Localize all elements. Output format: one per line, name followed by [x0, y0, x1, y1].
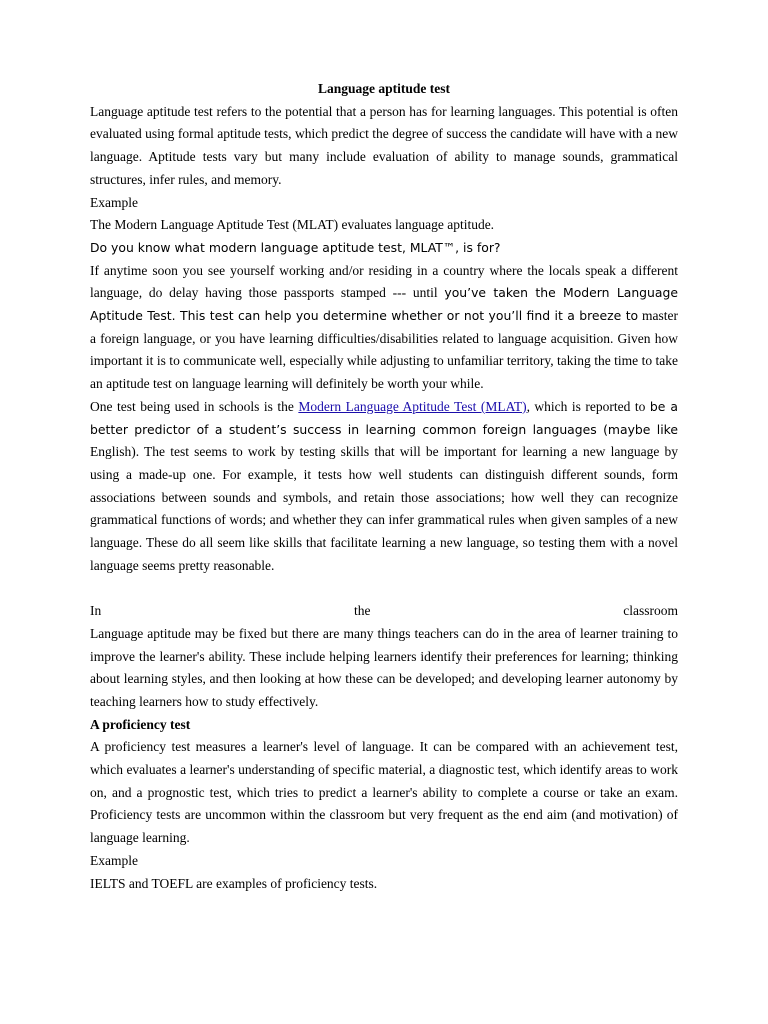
mlat-link[interactable]: Modern Language Aptitude Test (MLAT) — [298, 398, 527, 414]
document-title: Language aptitude test — [317, 81, 450, 96]
paragraph-learner-training: Language aptitude may be fixed but there are many things teachers can do in the area of learner training to improve the learner's ability. These include helping learners identify their preferences for learning; thinking about learning styles, and then looking at how these can be developed; and developing learner autonomy by teaching learners how to study effectively. — [90, 625, 678, 709]
paragraph-schools-part4: English). The test seems to work by testing skills that will be important for learning a new language by using a made-up one. For example, it tests how well students can distinguish different sounds, form associations between sounds and symbols, and retain those associations; how well they can recognize grammatical functions of words; and whether they can infer grammatical rules when given samples of a new language. These do all seem like skills that facilitate learning a new language, so testing them with a novel language seems pretty reasonable. — [90, 444, 678, 573]
paragraph-schools — [90, 396, 678, 578]
classroom-heading-in: In — [90, 603, 102, 619]
paragraph-passports — [90, 260, 678, 396]
example-label: Example — [90, 194, 138, 210]
proficiency-heading: A proficiency test — [90, 716, 191, 732]
example-label-2: Example — [90, 852, 138, 868]
paragraph-schools-part3: be a better predictor of a student’s success in learning common foreign languages (maybe like — [90, 398, 678, 437]
paragraph-ielts-toefl: IELTS and TOEFL are examples of proficiency tests. — [90, 875, 378, 891]
paragraph-schools-part2: , which is reported to — [526, 398, 650, 414]
paragraph-passports-part2: you’ve taken the Modern Language Aptitude Test. This test can help you determine whether or not you’ll find it a breeze to — [90, 285, 678, 324]
paragraph-mlat-intro: The Modern Language Aptitude Test (MLAT) evaluates language aptitude. — [90, 217, 495, 233]
paragraph-proficiency: A proficiency test measures a learner's level of language. It can be compared with an achievement test, which evaluates a learner's understanding of specific material, a diagnostic test, which identify areas to work on, and a prognostic test, which tries to predict a learner's ability to complete a course or take an exam. Proficiency tests are uncommon within the classroom but very frequent as the end aim (and motivation) of language learning. — [90, 739, 678, 846]
classroom-heading — [90, 600, 678, 623]
paragraph-schools-part1: One test being used in schools is the — [90, 398, 299, 414]
paragraph-passports-part1: If anytime soon you see yourself working and/or residing in a country where the locals speak a different language, do delay having those passports stamped --- until — [90, 262, 678, 301]
classroom-heading-classroom: classroom — [623, 603, 678, 619]
paragraph-definition: Language aptitude test refers to the potential that a person has for learning languages. This potential is often evaluated using formal aptitude tests, which predict the degree of success the candidate will have with a new language. Aptitude tests vary but many include evaluation of ability to manage sounds, grammatical structures, infer rules, and memory. — [90, 103, 678, 187]
classroom-heading-the: the — [354, 603, 371, 619]
paragraph-passports-part3: master a foreign language, or you have learning difficulties/disabilities related to language acquisition. Given how important it is to communicate well, especially while adjusting to unfamiliar territory, taking the time to take an aptitude test on language learning will definitely be worth your while. — [90, 308, 678, 392]
blank-line — [90, 577, 678, 600]
paragraph-mlat-question: Do you know what modern language aptitude test, MLAT™, is for? — [90, 239, 501, 255]
